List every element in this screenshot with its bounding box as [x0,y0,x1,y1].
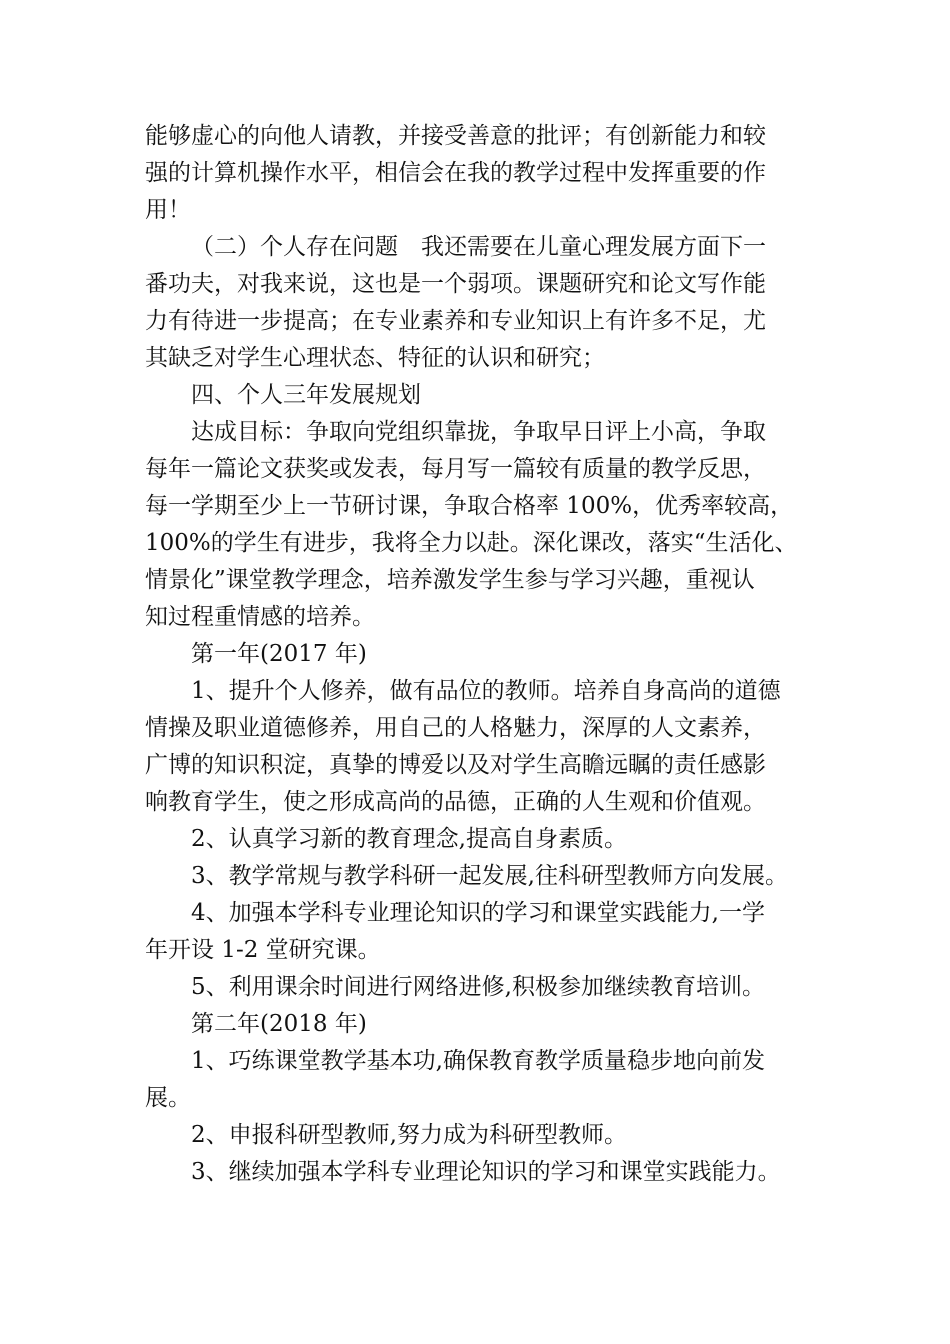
text-line: 3、继续加强本学科专业理论知识的学习和课堂实践能力。 [191,1159,781,1185]
text-line: 展。 [145,1085,191,1111]
text-line: 4、加强本学科专业理论知识的学习和课堂实践能力,一学 [191,900,765,926]
text-line: 其缺乏对学生心理状态、特征的认识和研究； [145,345,605,371]
document-page [145,118,815,1191]
paragraph [145,377,815,414]
text-line: 5、利用课余时间进行网络进修,积极参加继续教育培训。 [191,974,765,1000]
paragraph [145,858,815,895]
paragraph [145,1154,815,1191]
text-line: 强的计算机操作水平，相信会在我的教学过程中发挥重要的作 [145,160,766,186]
text-line: （二）个人存在问题 我还需要在儿童心理发展方面下一 [191,234,766,260]
paragraph [145,895,815,969]
text-line: 第二年(2018 年) [191,1011,367,1037]
paragraph [145,673,815,821]
text-line: 广博的知识积淀，真挚的博爱以及对学生高瞻远瞩的责任感影 [145,752,766,778]
text-line: 2、认真学习新的教育理念,提高自身素质。 [191,826,627,852]
text-line: 用！ [145,197,191,223]
paragraph [145,1117,815,1154]
text-line: 知过程重情感的培养。 [145,604,375,630]
paragraph [145,118,815,229]
text-line: 响教育学生，使之形成高尚的品德，正确的人生观和价值观。 [145,789,766,815]
paragraph [145,1006,815,1043]
text-line: 四、个人三年发展规划 [191,382,421,408]
paragraph [145,969,815,1006]
text-line: 能够虚心的向他人请教，并接受善意的批评；有创新能力和较 [145,123,766,149]
text-line: 力有待进一步提高；在专业素养和专业知识上有许多不足，尤 [145,308,766,334]
paragraph [145,414,815,636]
text-line: 100%的学生有进步，我将全力以赴。深化课改，落实“生活化、 [145,530,798,556]
paragraph [145,636,815,673]
paragraph [145,821,815,858]
text-line: 情景化”课堂教学理念，培养激发学生参与学习兴趣，重视认 [145,567,755,593]
text-line: 1、巧练课堂教学基本功,确保教育教学质量稳步地向前发 [191,1048,765,1074]
text-line: 第一年(2017 年) [191,641,367,667]
text-line: 达成目标：争取向党组织靠拢，争取早日评上小高，争取 [191,419,766,445]
paragraph [145,1043,815,1117]
text-line: 每一学期至少上一节研讨课，争取合格率 100%，优秀率较高， [145,493,794,519]
paragraph [145,229,815,377]
text-line: 情操及职业道德修养，用自己的人格魅力，深厚的人文素养， [145,715,766,741]
text-line: 3、教学常规与教学科研一起发展,往科研型教师方向发展。 [191,863,788,889]
text-line: 番功夫，对我来说，这也是一个弱项。课题研究和论文写作能 [145,271,766,297]
text-line: 每年一篇论文获奖或发表，每月写一篇较有质量的教学反思， [145,456,766,482]
text-line: 年开设 1-2 堂研究课。 [145,937,381,963]
text-line: 2、申报科研型教师,努力成为科研型教师。 [191,1122,627,1148]
text-line: 1、提升个人修养，做有品位的教师。培养自身高尚的道德 [191,678,781,704]
